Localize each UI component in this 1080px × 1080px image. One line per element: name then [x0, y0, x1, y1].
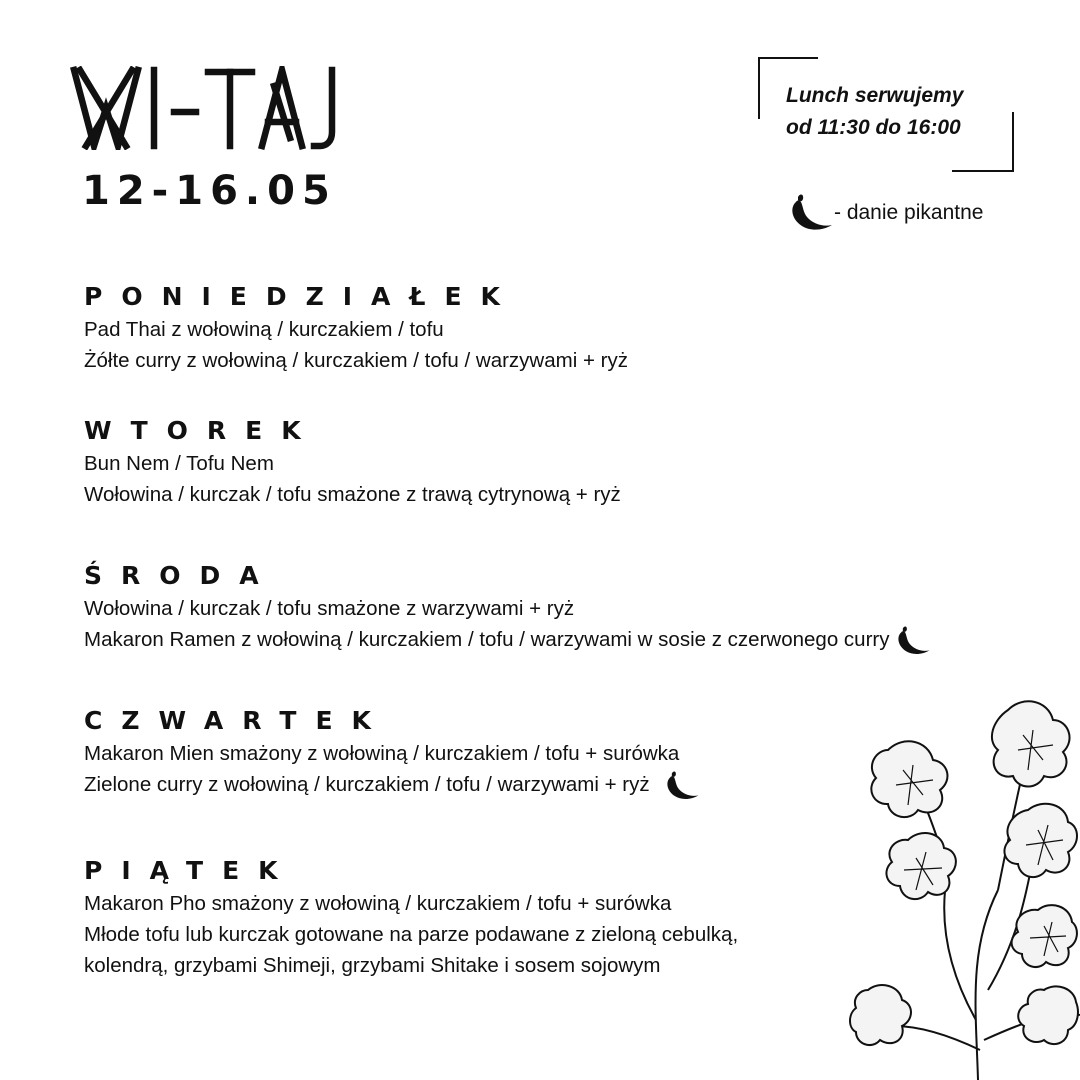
day-wednesday [84, 559, 931, 657]
day-title: PONIEDZIAŁEK [84, 282, 519, 311]
chili-pepper-icon [788, 193, 834, 233]
dish-text: Makaron Ramen z wołowiną / kurczakiem / tofu / warzywami w sosie z czerwonego curry [84, 628, 890, 651]
chili-pepper-icon [895, 625, 931, 657]
dish-item: Pad Thai z wołowiną / kurczakiem / tofu [84, 318, 444, 341]
dish-item: Młode tofu lub kurczak gotowane na parze podawane z zieloną cebulką, [84, 923, 739, 946]
spicy-legend [788, 193, 983, 233]
dish-item: Wołowina / kurczak / tofu smażone z trawą cytrynową + ryż [84, 483, 621, 506]
day-monday [84, 280, 628, 376]
day-tuesday [84, 414, 621, 510]
day-friday [84, 854, 738, 981]
dish-item: Żółte curry z wołowiną / kurczakiem / tofu / warzywami + ryż [84, 349, 628, 372]
lunch-hours [786, 80, 963, 144]
dish-item: Wołowina / kurczak / tofu smażone z warzywami + ryż [84, 597, 575, 620]
day-title: WTOREK [84, 416, 320, 445]
dish-item: kolendrą, grzybami Shimeji, grzybami Shitake i sosem sojowym [84, 954, 661, 977]
dish-item-spicy [84, 769, 700, 802]
dish-text: Zielone curry z wołowiną / kurczakiem / tofu / warzywami + ryż [84, 773, 650, 796]
dish-item-spicy [84, 624, 931, 657]
dish-item: Makaron Pho smażony z wołowiną / kurczakiem / tofu + surówka [84, 892, 672, 915]
day-title: ŚRODA [84, 561, 278, 590]
dish-item: Bun Nem / Tofu Nem [84, 452, 274, 475]
chili-pepper-icon [664, 770, 700, 802]
day-thursday [84, 704, 700, 802]
day-title: CZWARTEK [84, 706, 390, 735]
lunch-line-2: od 11:30 do 16:00 [786, 116, 961, 139]
dish-item: Makaron Mien smażony z wołowiną / kurczakiem / tofu + surówka [84, 742, 680, 765]
lunch-line-1: Lunch serwujemy [786, 84, 964, 107]
brand-logo [70, 66, 355, 150]
legend-text: - danie pikantne [834, 201, 984, 224]
coriander-illustration [848, 690, 1080, 1080]
day-title: PIĄTEK [84, 856, 297, 885]
date-range: 12-16.05 [82, 168, 337, 214]
